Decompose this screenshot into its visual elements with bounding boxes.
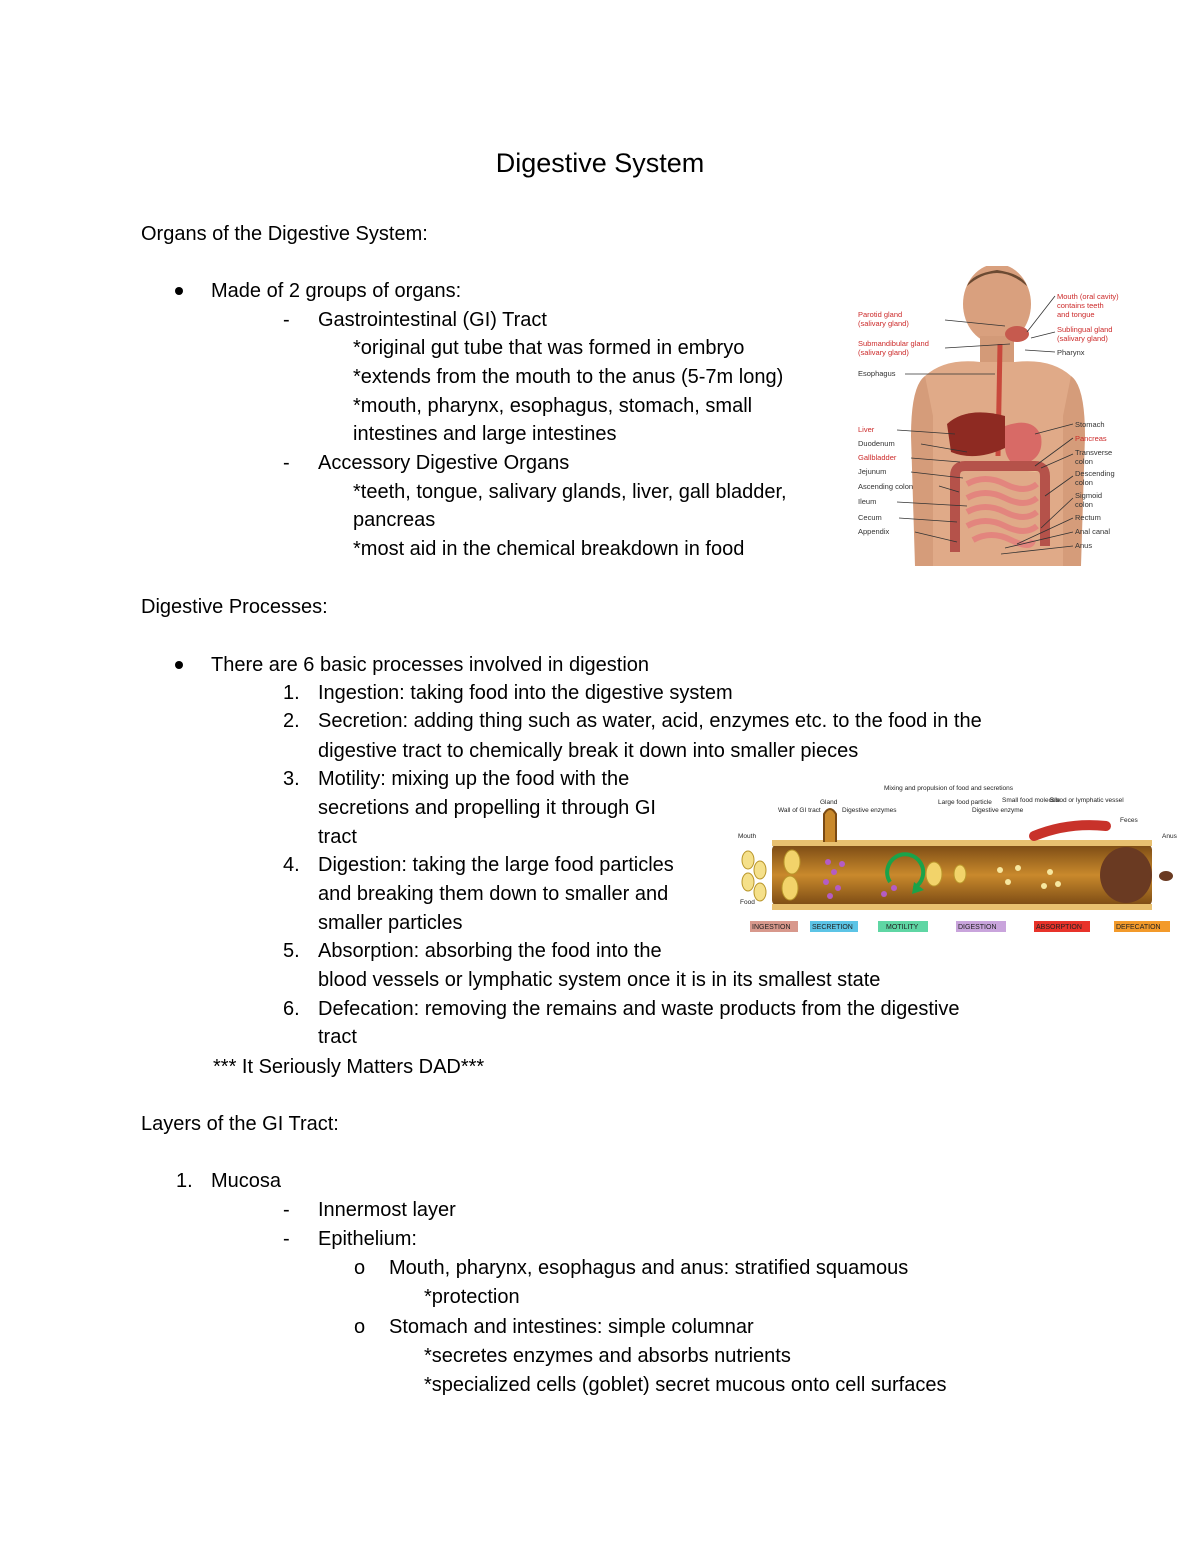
- label-small-food-molecule: Small food molecule: [1002, 797, 1061, 804]
- label-anus: Anus: [1162, 833, 1177, 840]
- accessory-note-2: *most aid in the chemical breakdown in food: [353, 538, 745, 560]
- layer-mucosa: Mucosa: [211, 1170, 282, 1192]
- label-submandibular-gland-sub: (salivary gland): [858, 348, 909, 357]
- process-motility: Motility: mixing up the food with the: [318, 768, 630, 790]
- label-jejunum: Jejunum: [858, 467, 887, 476]
- process-defecation: Defecation: removing the remains and waste products from the digestive: [318, 998, 960, 1020]
- label-cecum: Cecum: [858, 513, 882, 522]
- label-gallbladder: Gallbladder: [858, 453, 897, 462]
- process-secretion: Secretion: adding thing such as water, acid, enzymes etc. to the food in the: [318, 710, 982, 732]
- gi-note-1: *original gut tube that was formed in embryo: [353, 337, 745, 359]
- dash-marker: -: [283, 452, 290, 474]
- label-sigmoid-colon: colon: [1075, 500, 1093, 509]
- bullet-marker: [175, 287, 183, 295]
- label-mouth-sub1: contains teeth: [1057, 301, 1104, 310]
- label-sigmoid: Sigmoid: [1075, 491, 1103, 500]
- list-number: 2.: [283, 710, 300, 732]
- list-number: 4.: [283, 854, 300, 876]
- label-duodenum: Duodenum: [858, 439, 895, 448]
- process-motility-cont1: secretions and propelling it through GI: [318, 797, 656, 819]
- section-heading-organs: Organs of the Digestive System:: [141, 223, 428, 245]
- circle-marker: o: [354, 1316, 366, 1338]
- process-digestion-cont1: and breaking them down to smaller and: [318, 883, 669, 905]
- label-gland: Gland: [820, 799, 838, 806]
- label-wall-gi-tract: Wall of GI tract: [778, 807, 821, 814]
- epithelium-columnar-note1: *secretes enzymes and absorbs nutrients: [424, 1345, 791, 1367]
- gi-note-3-cont: intestines and large intestines: [353, 423, 617, 445]
- label-anal-canal: Anal canal: [1075, 527, 1111, 536]
- label-digestive-enzymes: Digestive enzymes: [842, 807, 897, 814]
- label-mixing-propulsion: Mixing and propulsion of food and secretions: [884, 785, 1013, 792]
- list-number: 5.: [283, 940, 300, 962]
- process-absorption: Absorption: absorbing the food into the: [318, 940, 662, 962]
- process-defecation-cont: tract: [318, 1026, 357, 1048]
- label-submandibular-gland: Submandibular gland: [858, 339, 929, 348]
- label-transverse-colon: colon: [1075, 457, 1093, 466]
- dash-marker: -: [283, 1199, 290, 1221]
- label-mouth-sub2: and tongue: [1057, 310, 1095, 319]
- process-secretion-cont: digestive tract to chemically break it down into smaller pieces: [318, 740, 859, 762]
- label-parotid-gland: Parotid gland: [858, 310, 903, 319]
- label-digestive-enzyme: Digestive enzyme: [972, 807, 1024, 814]
- dash-marker: -: [283, 309, 290, 331]
- label-anus: Anus: [1075, 541, 1093, 550]
- circle-marker: o: [354, 1257, 366, 1279]
- label-transverse: Transverse: [1075, 448, 1113, 457]
- step-label-ingestion: INGESTION: [752, 924, 791, 931]
- epithelium-stratified: Mouth, pharynx, esophagus and anus: stratified squamous: [389, 1257, 909, 1279]
- processes-illustration: [738, 778, 1188, 938]
- accessory-note-1-cont: pancreas: [353, 509, 436, 531]
- gi-note-3: *mouth, pharynx, esophagus, stomach, small: [353, 395, 753, 417]
- gi-note-2: *extends from the mouth to the anus (5-7m long): [353, 366, 784, 388]
- processes-bullet-text: There are 6 basic processes involved in digestion: [211, 654, 650, 676]
- epithelium-columnar-note2: *specialized cells (goblet) secret mucous onto cell surfaces: [424, 1374, 947, 1396]
- step-label-digestion: DIGESTION: [958, 924, 997, 931]
- step-label-absorption: ABSORPTION: [1036, 924, 1082, 931]
- label-parotid-gland-sub: (salivary gland): [858, 319, 909, 328]
- step-label-motility: MOTILITY: [886, 924, 919, 931]
- label-sublingual-gland: Sublingual gland: [1057, 325, 1113, 334]
- label-large-food-particle: Large food particle: [938, 799, 992, 806]
- label-sublingual-gland-sub: (salivary gland): [1057, 334, 1108, 343]
- label-rectum: Rectum: [1075, 513, 1101, 522]
- organs-bullet-text: Made of 2 groups of organs:: [211, 280, 462, 302]
- label-liver: Liver: [858, 425, 875, 434]
- process-digestion: Digestion: taking the large food particles: [318, 854, 674, 876]
- label-ascending-colon: Ascending colon: [858, 482, 914, 491]
- label-pancreas: Pancreas: [1075, 434, 1107, 443]
- label-descending: Descending: [1075, 469, 1115, 478]
- process-ingestion: Ingestion: taking food into the digestive system: [318, 682, 733, 704]
- dash-marker: -: [283, 1228, 290, 1250]
- label-appendix: Appendix: [858, 527, 890, 536]
- anatomy-illustration: [855, 266, 1140, 566]
- label-feces: Feces: [1120, 817, 1138, 824]
- mnemonic: *** It Seriously Matters DAD***: [213, 1056, 485, 1078]
- epithelium-stratified-note: *protection: [424, 1286, 520, 1308]
- label-mouth: Mouth (oral cavity): [1057, 292, 1119, 301]
- list-number: 6.: [283, 998, 300, 1020]
- bullet-marker: [175, 661, 183, 669]
- step-label-secretion: SECRETION: [812, 924, 853, 931]
- page-title: Digestive System: [495, 148, 705, 178]
- process-motility-cont2: tract: [318, 826, 357, 848]
- list-number: 1.: [283, 682, 300, 704]
- process-digestion-cont2: smaller particles: [318, 912, 463, 934]
- label-stomach: Stomach: [1075, 420, 1105, 429]
- list-number: 3.: [283, 768, 300, 790]
- section-heading-layers: Layers of the GI Tract:: [141, 1113, 339, 1135]
- process-absorption-cont: blood vessels or lymphatic system once it is in its smallest state: [318, 969, 881, 991]
- mucosa-innermost: Innermost layer: [318, 1199, 456, 1221]
- step-label-defecation: DEFECATION: [1116, 924, 1161, 931]
- label-mouth: Mouth: [738, 833, 757, 840]
- gi-tract-item: Gastrointestinal (GI) Tract: [318, 309, 547, 331]
- label-esophagus: Esophagus: [858, 369, 896, 378]
- list-number: 1.: [176, 1170, 193, 1192]
- mucosa-epithelium: Epithelium:: [318, 1228, 417, 1250]
- label-descending-colon: colon: [1075, 478, 1093, 487]
- label-food: Food: [740, 899, 755, 906]
- label-ileum: Ileum: [858, 497, 877, 506]
- digestive-organs-figure: [855, 266, 1140, 566]
- label-blood-lymphatic-vessel: Blood or lymphatic vessel: [1050, 797, 1124, 804]
- accessory-note-1: *teeth, tongue, salivary glands, liver, gall bladder,: [353, 481, 787, 503]
- section-heading-processes: Digestive Processes:: [141, 596, 328, 618]
- epithelium-columnar: Stomach and intestines: simple columnar: [389, 1316, 754, 1338]
- label-pharynx: Pharynx: [1057, 348, 1085, 357]
- accessory-organs-item: Accessory Digestive Organs: [318, 452, 570, 474]
- digestive-processes-figure: [738, 778, 1188, 938]
